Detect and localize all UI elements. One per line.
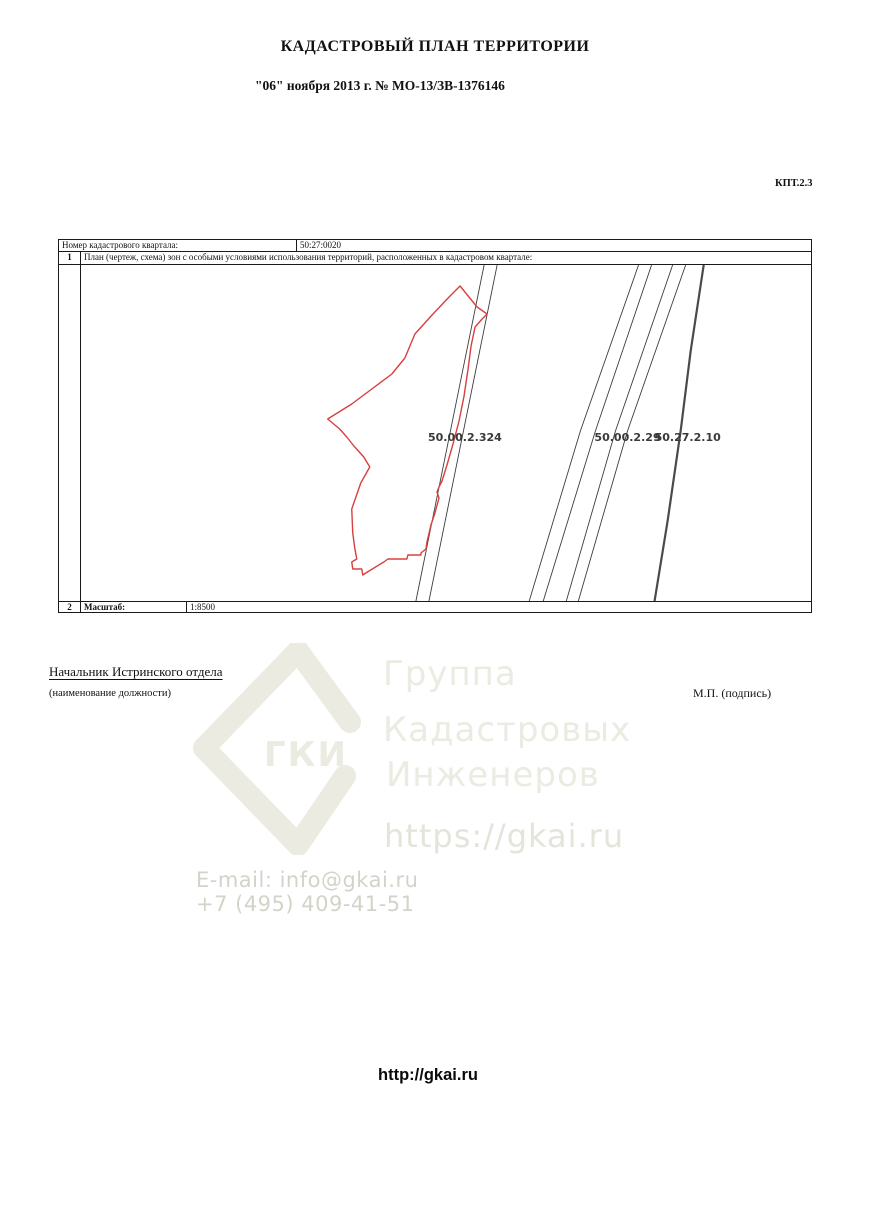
gki-logo-diamond-top-right xyxy=(298,651,350,722)
zone-label: 50.27.2.10 xyxy=(654,431,721,444)
row-number-2: 2 xyxy=(59,602,81,612)
page-title: КАДАСТРОВЫЙ ПЛАН ТЕРРИТОРИИ xyxy=(280,38,590,55)
watermark-word-inzhenerov: Инженеров xyxy=(386,755,600,795)
cadastral-map xyxy=(81,265,811,601)
footer-url: http://gkai.ru xyxy=(378,1066,478,1084)
scale-label: Масштаб: xyxy=(81,602,187,612)
row-number-1: 1 xyxy=(59,252,81,264)
signatory-position-caption: (наименование должности) xyxy=(49,688,172,699)
scale-value: 1:8500 xyxy=(190,602,216,612)
quarter-number-row xyxy=(59,240,811,251)
watermark-email: E-mail: info@gkai.ru xyxy=(196,868,419,892)
signatory-position: Начальник Истринского отдела xyxy=(49,664,223,679)
stamp-signature-label: М.П. (подпись) xyxy=(693,686,772,700)
quarter-number-label: Номер кадастрового квартала: xyxy=(59,240,297,251)
plan-drawing-cell xyxy=(81,265,811,601)
gki-logo-text: ГКИ xyxy=(264,735,348,775)
zone-label: 50.00.2.324 xyxy=(427,431,502,444)
document-date-number: "06" ноября 2013 г. № МО-13/ЗВ-1376146 xyxy=(255,78,505,93)
watermark-word-kadastrovyh: Кадастровых xyxy=(383,710,632,750)
plan-drawing-row xyxy=(59,264,811,601)
plan-header-row xyxy=(59,251,811,264)
plan-header-text: План (чертеж, схема) зон с особыми условиями использования территорий, расположенных в кадастровом квартале: xyxy=(84,252,533,262)
scale-row xyxy=(59,601,811,612)
quarter-number-value: 50:27:0020 xyxy=(300,240,342,250)
form-code: КПТ.2.3 xyxy=(775,178,813,189)
watermark-url: https://gkai.ru xyxy=(384,817,625,855)
watermark-word-gruppa: Группа xyxy=(383,654,517,694)
row-number-empty xyxy=(59,265,81,601)
gki-logo-icon xyxy=(193,643,405,855)
zone-label: 50.00.2.29 xyxy=(594,431,661,444)
gki-logo-diamond-bottom-right xyxy=(298,776,345,845)
watermark-phone: +7 (495) 409-41-51 xyxy=(196,892,415,916)
cadastral-table xyxy=(58,239,812,613)
